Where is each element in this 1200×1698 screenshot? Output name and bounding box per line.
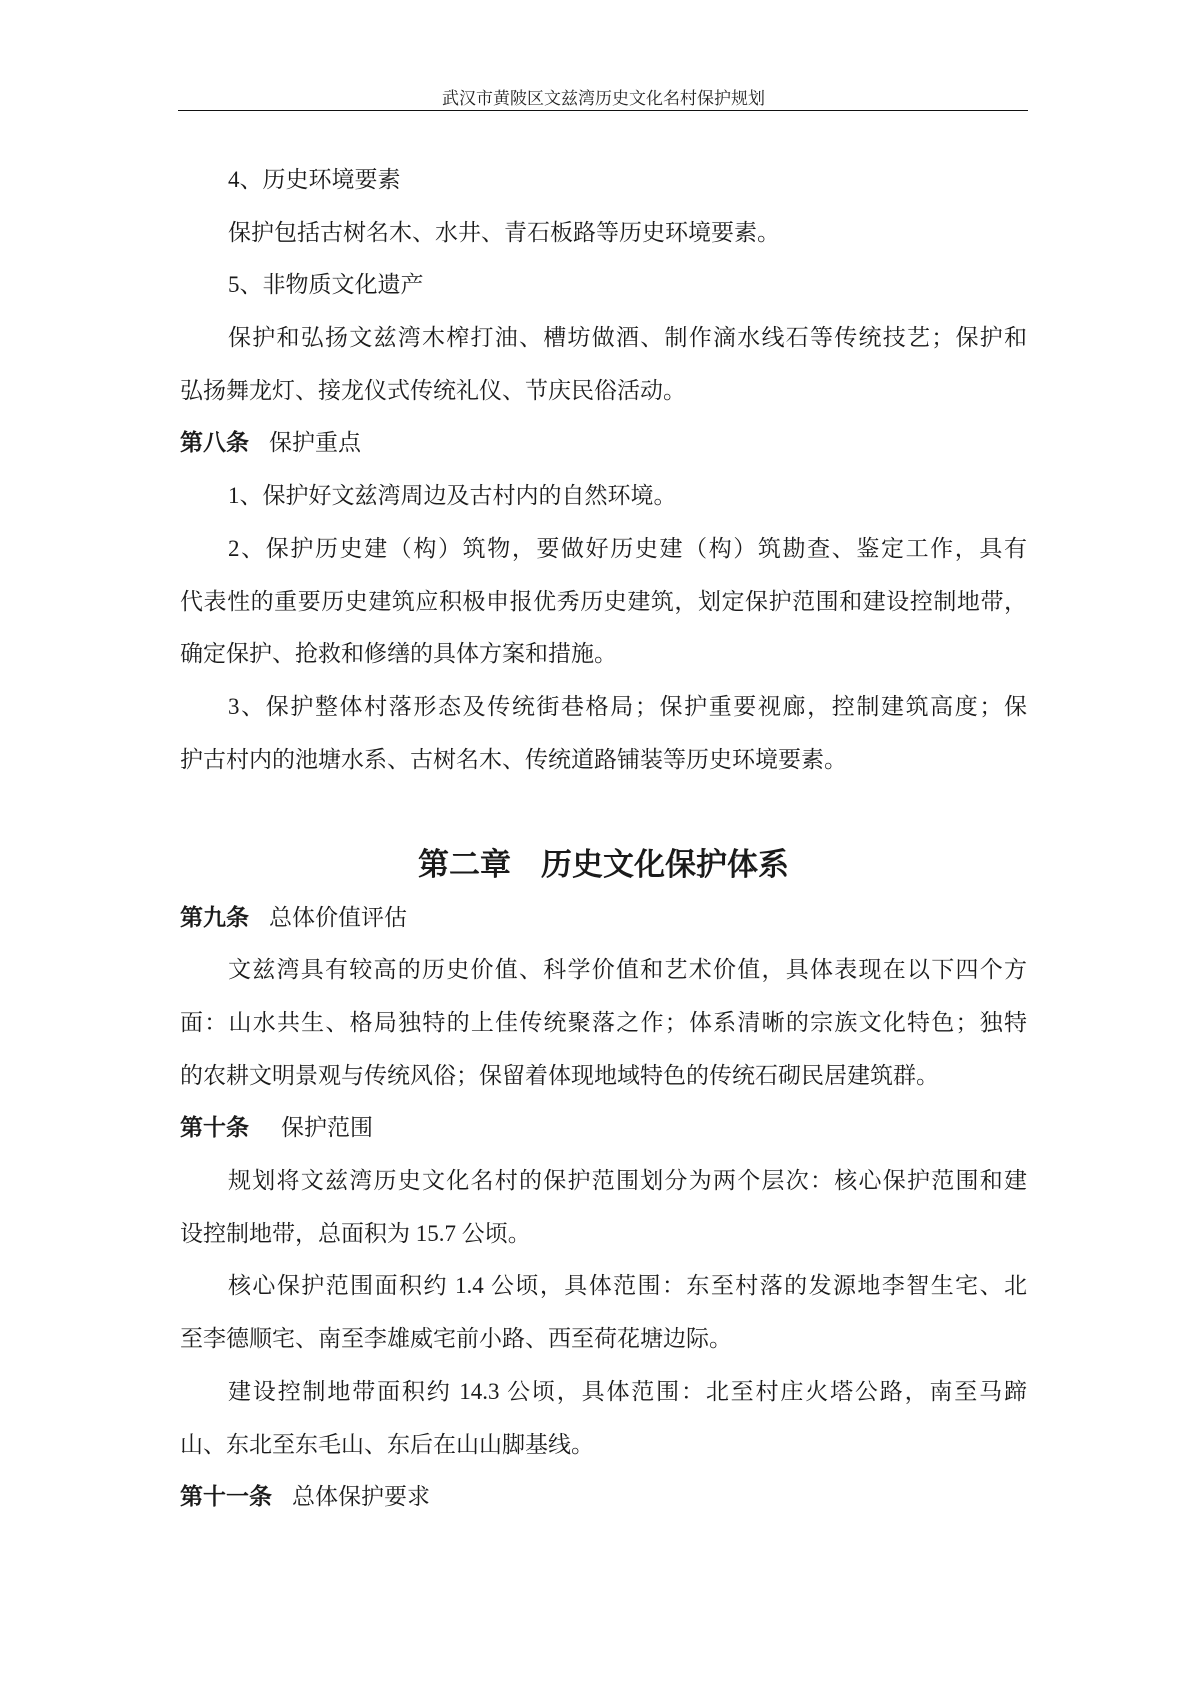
article-heading xyxy=(180,417,1027,470)
article-number: 第九条 xyxy=(180,904,249,931)
paragraph-line: 1、保护好文兹湾周边及古村内的自然环境。 xyxy=(228,483,677,509)
paragraph-line: 核心保护范围面积约 1.4 公顷，具体范围：东至村落的发源地李智生宅、北 xyxy=(228,1273,1027,1299)
paragraph-line: 代表性的重要历史建筑应积极申报优秀历史建筑，划定保护范围和建设控制地带， xyxy=(180,588,1027,614)
chapter-number: 第二章 xyxy=(418,846,511,883)
paragraph-line: 面：山水共生、格局独特的上佳传统聚落之作；体系清晰的宗族文化特色；独特 xyxy=(180,1010,1027,1035)
document-body xyxy=(180,154,1027,1524)
article-title: 保护范围 xyxy=(281,1115,373,1141)
paragraph-line: 规划将文兹湾历史文化名村的保护范围划分为两个层次：核心保护范围和建 xyxy=(228,1168,1027,1194)
chapter-name: 历史文化保护体系 xyxy=(541,846,789,883)
article-title: 总体保护要求 xyxy=(292,1484,430,1510)
article-title: 总体价值评估 xyxy=(269,904,407,930)
paragraph-line: 确定保护、抢救和修缮的具体方案和措施。 xyxy=(180,641,617,667)
article-number: 第十条 xyxy=(180,1115,249,1142)
paragraph-line: 山、东北至东毛山、东后在山山脚基线。 xyxy=(180,1431,594,1457)
article-number: 第十一条 xyxy=(180,1484,272,1511)
article-heading xyxy=(180,892,1027,945)
chapter-title xyxy=(180,839,1027,892)
article-heading xyxy=(180,1102,1027,1155)
page-header: 武汉市黄陂区文兹湾历史文化名村保护规划 xyxy=(442,89,765,108)
paragraph-line: 至李德顺宅、南至李雄威宅前小路、西至荷花塘边际。 xyxy=(180,1326,732,1352)
header-divider xyxy=(178,110,1028,111)
article-title: 保护重点 xyxy=(269,430,361,456)
paragraph-line: 护古村内的池塘水系、古树名木、传统道路铺装等历史环境要素。 xyxy=(180,746,847,772)
paragraph-line: 设控制地带，总面积为 15.7 公顷。 xyxy=(180,1220,531,1246)
paragraph-line: 弘扬舞龙灯、接龙仪式传统礼仪、节庆民俗活动。 xyxy=(180,377,686,403)
subheading: 5、非物质文化遗产 xyxy=(228,272,424,298)
paragraph-line: 保护包括古树名木、水井、青石板路等历史环境要素。 xyxy=(228,219,780,245)
blank-line xyxy=(180,786,1027,839)
paragraph-line: 文兹湾具有较高的历史价值、科学价值和艺术价值，具体表现在以下四个方 xyxy=(228,957,1027,983)
paragraph-line: 保护和弘扬文兹湾木榨打油、槽坊做酒、制作滴水线石等传统技艺；保护和 xyxy=(228,325,1027,351)
paragraph-line: 建设控制地带面积约 14.3 公顷，具体范围：北至村庄火塔公路，南至马蹄 xyxy=(228,1378,1027,1404)
paragraph-line: 3、保护整体村落形态及传统街巷格局；保护重要视廊，控制建筑高度；保 xyxy=(228,693,1027,719)
article-number: 第八条 xyxy=(180,430,249,457)
article-heading xyxy=(180,1471,1027,1524)
subheading: 4、历史环境要素 xyxy=(228,167,401,192)
paragraph-line: 的农耕文明景观与传统风俗；保留着体现地域特色的传统石砌民居建筑群。 xyxy=(180,1062,939,1088)
paragraph-line: 2、保护历史建（构）筑物，要做好历史建（构）筑勘查、鉴定工作，具有 xyxy=(228,535,1027,561)
